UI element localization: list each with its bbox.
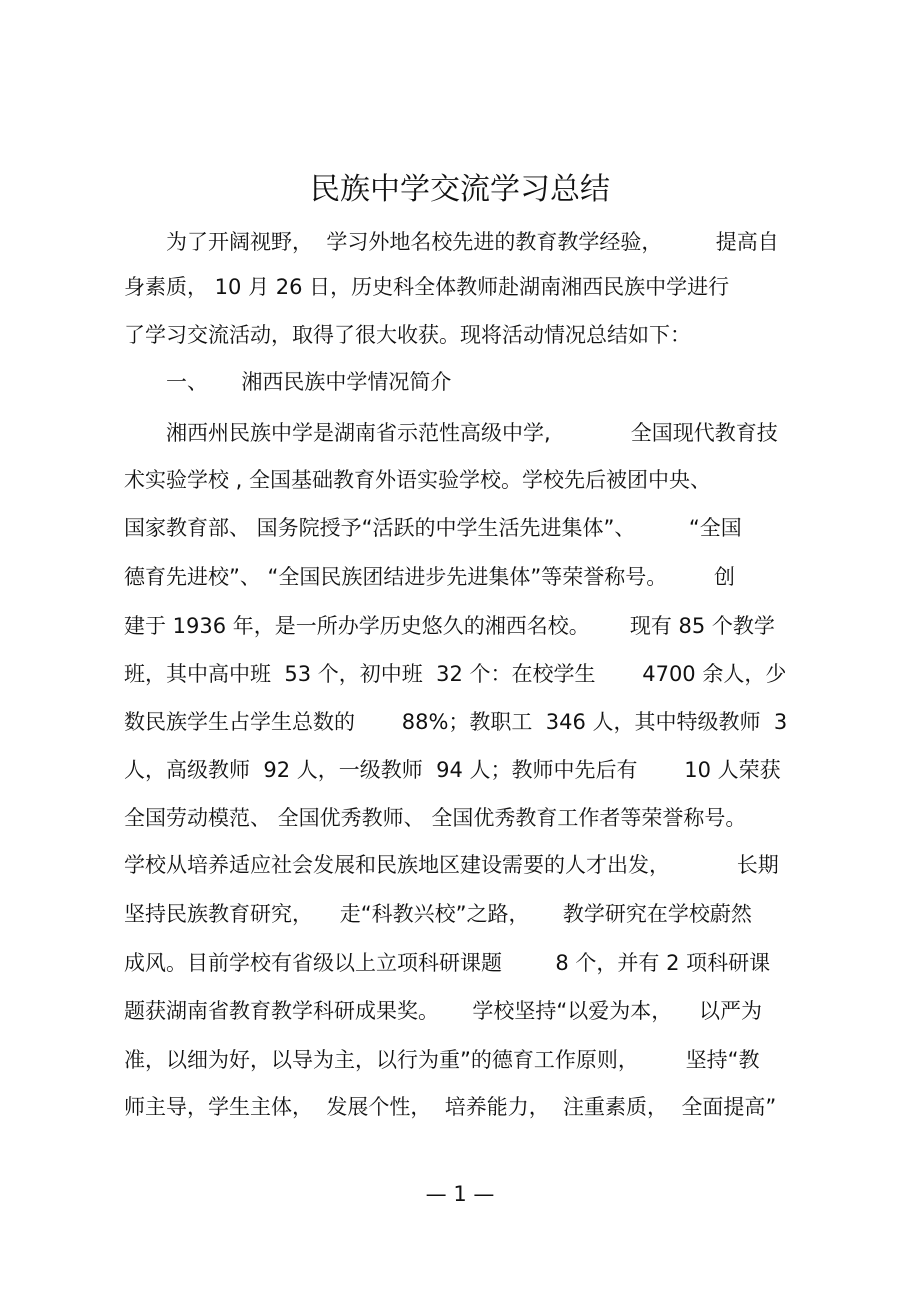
body-line: 了学习交流活动，取得了很大收获。现将活动情况总结如下：	[124, 323, 691, 347]
body-line: 为了开阔视野， 学习外地名校先进的教育教学经验， 提高自	[124, 230, 779, 254]
document-title: 民族中学交流学习总结	[310, 172, 610, 207]
body-line: 成风。目前学校有省级以上立项科研课题 8 个，并有 2 项科研课	[124, 951, 771, 975]
body-line: 坚持民族教育研究， 走“科教兴校”之路， 教学研究在学校蔚然	[124, 902, 752, 926]
body-line: 数民族学生占学生总数的 88%；教职工 346 人，其中特级教师 3	[124, 710, 788, 734]
body-line: 全国劳动模范、 全国优秀教师、 全国优秀教育工作者等荣誉称号。	[124, 806, 747, 830]
body-line: 题获湖南省教育教学科研成果奖。 学校坚持“以爱为本， 以严为	[124, 999, 762, 1023]
body-line: 湘西州民族中学是湖南省示范性高级中学, 全国现代教育技	[124, 421, 778, 445]
page-number: — 1 —	[425, 1182, 495, 1206]
body-line: 建于 1936 年，是一所办学历史悠久的湘西名校。 现有 85 个教学	[124, 614, 775, 638]
body-line: 准，以细为好，以导为主，以行为重”的德育工作原则， 坚持“教	[124, 1048, 760, 1072]
section-heading: 一、 湘西民族中学情况简介	[124, 370, 452, 394]
body-line: 师主导，学生主体， 发展个性， 培养能力， 注重素质， 全面提高”	[124, 1095, 777, 1119]
body-line: 身素质， 10 月 26 日，历史科全体教师赴湖南湘西民族中学进行	[124, 275, 730, 299]
body-line: 术实验学校 , 全国基础教育外语实验学校。学校先后被团中央、	[124, 468, 712, 492]
body-line: 国家教育部、 国务院授予“活跃的中学生活先进集体”、 “全国	[124, 516, 742, 540]
body-line: 德育先进校”、 “全国民族团结进步先进集体”等荣誉称号。 创	[124, 565, 736, 589]
body-line: 人，高级教师 92 人，一级教师 94 人；教师中先后有 10 人荣获	[124, 758, 781, 782]
body-line: 学校从培养适应社会发展和民族地区建设需要的人才出发， 长期	[124, 853, 779, 877]
body-line: 班，其中高中班 53 个，初中班 32 个：在校学生 4700 余人，少	[124, 662, 787, 686]
